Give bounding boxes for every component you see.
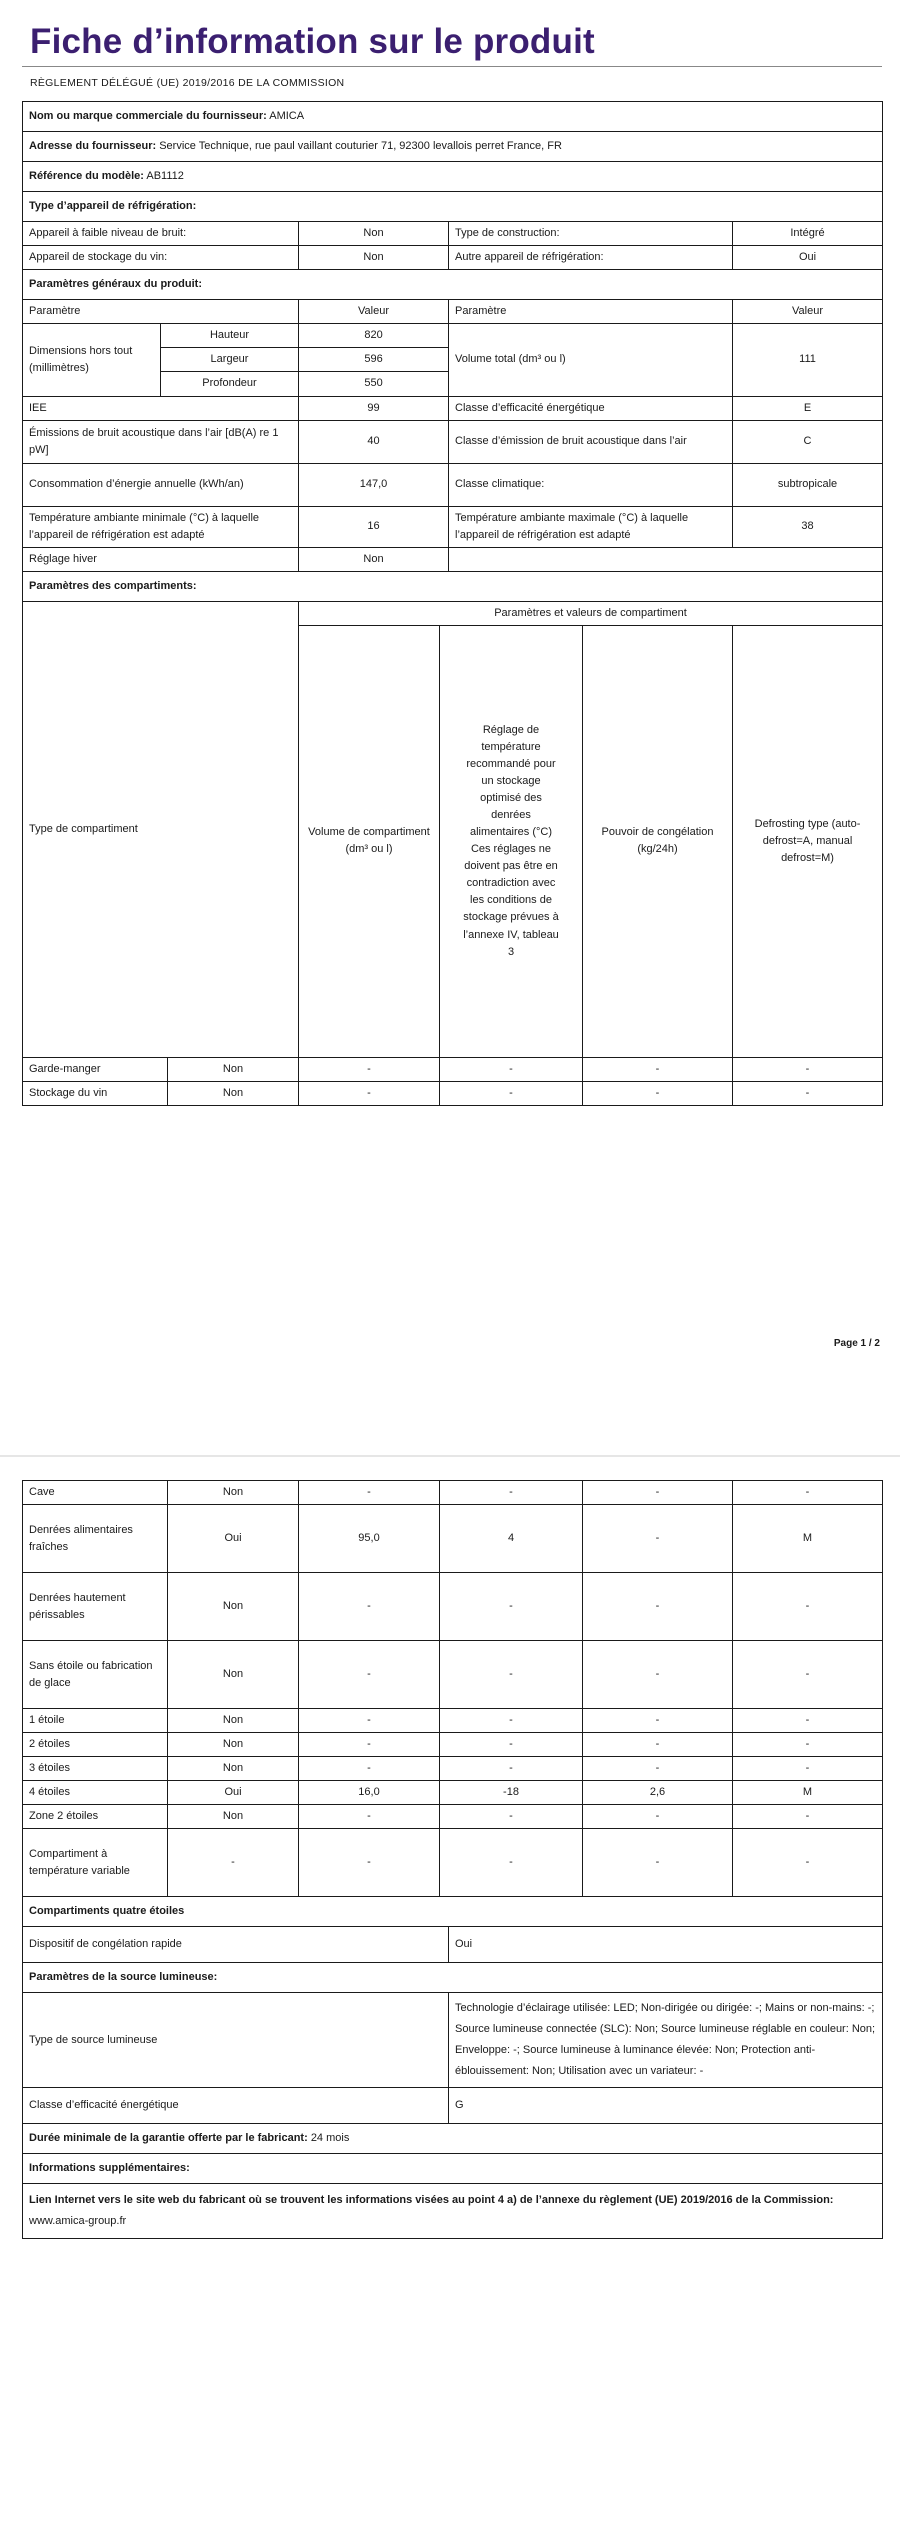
manufacturer-link-text: Lien Internet vers le site web du fabricant où se trouvent les informations visées au point 4 a) de l’annexe du règlement (UE) 2019/2016 de la Commission:	[29, 2194, 834, 2207]
model-ref-label: Référence du modèle:	[29, 170, 144, 183]
compartment-temp: -	[440, 1057, 583, 1081]
compartment-present: Non	[168, 1481, 299, 1505]
compartment-name: Cave	[23, 1481, 168, 1505]
light-class-value: G	[449, 2087, 883, 2123]
compartment-volume: 95,0	[299, 1505, 440, 1573]
compartment-name: 4 étoiles	[23, 1781, 168, 1805]
regulation-subtitle: RÈGLEMENT DÉLÉGUÉ (UE) 2019/2016 DE LA COMMISSION	[30, 77, 345, 89]
compartment-temp: -	[440, 1733, 583, 1757]
compartment-name: Denrées alimentaires fraîches	[23, 1505, 168, 1573]
compartment-defrost: -	[733, 1481, 883, 1505]
compartment-freezing: -	[583, 1829, 733, 1897]
compartment-freezing: -	[583, 1757, 733, 1781]
compartment-temp: -	[440, 1481, 583, 1505]
total-volume-value: 111	[733, 324, 883, 396]
volume-header: Volume de compartiment (dm³ ou l)	[299, 625, 440, 1057]
compartment-temp: -	[440, 1805, 583, 1829]
four-star-table	[22, 1896, 883, 2239]
compartment-defrost: -	[733, 1829, 883, 1897]
height-label: Hauteur	[161, 324, 299, 348]
compartment-defrost: -	[733, 1641, 883, 1709]
manufacturer-link-row	[23, 2184, 883, 2239]
compartment-temp: -	[440, 1081, 583, 1105]
compartment-freezing: -	[583, 1057, 733, 1081]
compartment-name: Garde-manger	[23, 1057, 168, 1081]
compartment-temp: -18	[440, 1781, 583, 1805]
compartment-name: 2 étoiles	[23, 1733, 168, 1757]
supplier-address-row	[23, 132, 883, 162]
compartment-type-header: Type de compartiment	[23, 601, 299, 1057]
compartment-volume: -	[299, 1481, 440, 1505]
quick-freeze-label: Dispositif de congélation rapide	[23, 1927, 449, 1963]
compartment-volume: 16,0	[299, 1781, 440, 1805]
total-volume-label: Volume total (dm³ ou l)	[449, 324, 733, 396]
appliance-type-heading: Type d’appareil de réfrigération:	[23, 192, 883, 222]
max-temp-value: 38	[733, 506, 883, 547]
compartment-name: Stockage du vin	[23, 1081, 168, 1105]
compartment-row	[23, 1733, 883, 1757]
compartment-volume: -	[299, 1641, 440, 1709]
compartments-rows-page1	[23, 1057, 883, 1105]
compartment-freezing: -	[583, 1733, 733, 1757]
supplier-address-label: Adresse du fournisseur:	[29, 140, 157, 153]
light-heading: Paramètres de la source lumineuse:	[23, 1963, 883, 1993]
noise-label: Émissions de bruit acoustique dans l’air [dB(A) re 1 pW]	[23, 420, 299, 463]
appliance-type-table	[22, 221, 883, 300]
light-class-label: Classe d’efficacité énergétique	[23, 2087, 449, 2123]
consumption-value: 147,0	[299, 463, 449, 506]
model-ref-row	[23, 162, 883, 192]
compartment-temp: -	[440, 1829, 583, 1897]
compartment-present: Non	[168, 1757, 299, 1781]
compartment-volume: -	[299, 1709, 440, 1733]
compartment-present: -	[168, 1829, 299, 1897]
eei-value: 99	[299, 396, 449, 420]
low-noise-label: Appareil à faible niveau de bruit:	[23, 222, 299, 246]
compartment-row	[23, 1573, 883, 1641]
light-type-value: Technologie d’éclairage utilisée: LED; Non-dirigée ou dirigée: -; Mains or non-mains: -; Source lumineuse connectée (SLC): Non; Source lumineuse réglable en couleur: Non; Enveloppe: -; Source lumineuse à luminance élevée: Non; Protection anti-éblouissement: Non; Utilisation avec un variateur: -	[449, 1993, 883, 2088]
compartment-freezing: -	[583, 1805, 733, 1829]
page-number: Page 1 / 2	[833, 1338, 880, 1349]
value-header: Valeur	[299, 300, 449, 324]
winter-label: Réglage hiver	[23, 547, 299, 571]
document-title: Fiche d’information sur le produit	[30, 22, 595, 61]
title-divider	[22, 66, 882, 67]
compartment-defrost: -	[733, 1805, 883, 1829]
compartment-row	[23, 1081, 883, 1105]
value-header-right: Valeur	[733, 300, 883, 324]
warranty-value: 24 mois	[310, 2131, 350, 2144]
compartments-heading: Paramètres des compartiments:	[23, 571, 883, 601]
compartment-present: Oui	[168, 1781, 299, 1805]
compartment-present: Non	[168, 1641, 299, 1709]
min-temp-value: 16	[299, 506, 449, 547]
compartment-temp: -	[440, 1641, 583, 1709]
compartment-name: Zone 2 étoiles	[23, 1805, 168, 1829]
compartments-rows-page2	[23, 1481, 883, 1897]
compartment-volume: -	[299, 1573, 440, 1641]
construction-label: Type de construction:	[449, 222, 733, 246]
compartment-volume: -	[299, 1733, 440, 1757]
noise-class-label: Classe d’émission de bruit acoustique dans l’air	[449, 420, 733, 463]
supplier-name-row	[23, 102, 883, 132]
compartment-defrost: M	[733, 1505, 883, 1573]
general-params-table	[22, 299, 883, 601]
dimensions-label: Dimensions hors tout (millimètres)	[23, 324, 161, 396]
compartment-present: Oui	[168, 1505, 299, 1573]
supplier-table	[22, 101, 883, 222]
compartment-volume: -	[299, 1757, 440, 1781]
height-value: 820	[299, 324, 449, 348]
compartment-defrost: -	[733, 1733, 883, 1757]
compartment-name: 1 étoile	[23, 1709, 168, 1733]
warranty-row	[23, 2123, 883, 2153]
energy-class-label: Classe d’efficacité énergétique	[449, 396, 733, 420]
compartment-defrost: -	[733, 1573, 883, 1641]
four-star-heading: Compartiments quatre étoiles	[23, 1897, 883, 1927]
compartment-defrost: -	[733, 1081, 883, 1105]
compartment-row	[23, 1505, 883, 1573]
supplier-address: Service Technique, rue paul vaillant couturier 71, 92300 levallois perret France, FR	[159, 140, 562, 153]
model-ref: AB1112	[146, 170, 184, 183]
compartment-present: Non	[168, 1573, 299, 1641]
param-header: Paramètre	[23, 300, 299, 324]
compartment-freezing: -	[583, 1573, 733, 1641]
wine-appliance-label: Appareil de stockage du vin:	[23, 246, 299, 270]
compartment-present: Non	[168, 1081, 299, 1105]
noise-class-value: C	[733, 420, 883, 463]
compartment-row	[23, 1641, 883, 1709]
other-appliance-label: Autre appareil de réfrigération:	[449, 246, 733, 270]
compartment-freezing: -	[583, 1641, 733, 1709]
light-type-label: Type de source lumineuse	[23, 1993, 449, 2088]
compartment-volume: -	[299, 1057, 440, 1081]
min-temp-label: Température ambiante minimale (°C) à laquelle l’appareil de réfrigération est adapté	[23, 506, 299, 547]
construction-value: Intégré	[733, 222, 883, 246]
compartment-defrost: -	[733, 1709, 883, 1733]
compartment-freezing: 2,6	[583, 1781, 733, 1805]
compartment-row	[23, 1781, 883, 1805]
compartment-row	[23, 1757, 883, 1781]
compartment-name: Denrées hautement périssables	[23, 1573, 168, 1641]
max-temp-label: Température ambiante maximale (°C) à laquelle l’appareil de réfrigération est adapté	[449, 506, 733, 547]
low-noise-value: Non	[299, 222, 449, 246]
compartment-temp: -	[440, 1757, 583, 1781]
compartment-row	[23, 1805, 883, 1829]
compartment-row	[23, 1057, 883, 1081]
compartment-freezing: -	[583, 1505, 733, 1573]
compartments-table-page1	[22, 601, 883, 1106]
page-separator	[0, 1455, 900, 1457]
depth-value: 550	[299, 372, 449, 396]
compartment-volume: -	[299, 1829, 440, 1897]
compartment-present: Non	[168, 1709, 299, 1733]
compartments-table-page2	[22, 1480, 883, 1897]
freezing-header: Pouvoir de congélation (kg/24h)	[583, 625, 733, 1057]
compartment-temp: -	[440, 1709, 583, 1733]
manufacturer-link-url[interactable]: www.amica-group.fr	[29, 2214, 127, 2227]
compartment-volume: -	[299, 1081, 440, 1105]
compartment-name: 3 étoiles	[23, 1757, 168, 1781]
compartment-temp: -	[440, 1573, 583, 1641]
compartment-freezing: -	[583, 1081, 733, 1105]
winter-empty	[449, 547, 883, 571]
winter-value: Non	[299, 547, 449, 571]
compartment-row	[23, 1829, 883, 1897]
depth-label: Profondeur	[161, 372, 299, 396]
compartment-defrost: M	[733, 1781, 883, 1805]
compartment-defrost: -	[733, 1757, 883, 1781]
noise-value: 40	[299, 420, 449, 463]
page-1	[22, 0, 882, 1106]
compartment-present: Non	[168, 1805, 299, 1829]
compartment-present: Non	[168, 1057, 299, 1081]
compartment-defrost: -	[733, 1057, 883, 1081]
compartment-name: Sans étoile ou fabrication de glace	[23, 1641, 168, 1709]
width-value: 596	[299, 348, 449, 372]
compartment-present: Non	[168, 1733, 299, 1757]
warranty-label: Durée minimale de la garantie offerte par le fabricant:	[29, 2131, 308, 2144]
param-header-right: Paramètre	[449, 300, 733, 324]
supplier-name: AMICA	[269, 110, 305, 122]
additional-info-heading: Informations supplémentaires:	[23, 2153, 883, 2183]
consumption-label: Consommation d’énergie annuelle (kWh/an)	[23, 463, 299, 506]
energy-class-value: E	[733, 396, 883, 420]
compartment-params-header: Paramètres et valeurs de compartiment	[299, 601, 883, 625]
climate-label: Classe climatique:	[449, 463, 733, 506]
other-appliance-value: Oui	[733, 246, 883, 270]
eei-label: IEE	[23, 396, 299, 420]
width-label: Largeur	[161, 348, 299, 372]
compartment-volume: -	[299, 1805, 440, 1829]
page-2	[22, 1480, 882, 2239]
compartment-row	[23, 1481, 883, 1505]
compartment-temp: 4	[440, 1505, 583, 1573]
compartment-freezing: -	[583, 1481, 733, 1505]
defrost-header: Defrosting type (auto-defrost=A, manual defrost=M)	[733, 625, 883, 1057]
quick-freeze-value: Oui	[449, 1927, 883, 1963]
general-params-heading: Paramètres généraux du produit:	[23, 270, 883, 300]
wine-appliance-value: Non	[299, 246, 449, 270]
climate-value: subtropicale	[733, 463, 883, 506]
temp-header: Réglage de température recommandé pour un stockage optimisé des denrées alimentaires (°C) Ces réglages ne doivent pas être en contradiction avec les conditions de stockage prévues à l’annexe IV, tableau 3	[440, 625, 583, 1057]
compartment-freezing: -	[583, 1709, 733, 1733]
compartment-row	[23, 1709, 883, 1733]
supplier-name-label: Nom ou marque commerciale du fournisseur:	[29, 110, 267, 122]
compartment-name: Compartiment à température variable	[23, 1829, 168, 1897]
